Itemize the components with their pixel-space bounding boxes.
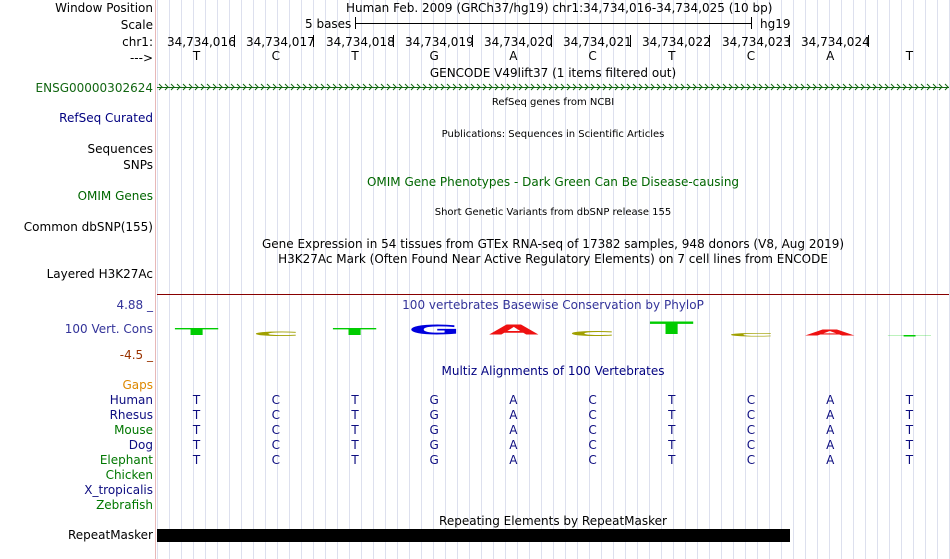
alignment-base: T [905, 423, 914, 437]
label-gencode-gene[interactable]: ENSG00000302624 [35, 81, 153, 95]
species-label-dog[interactable]: Dog [128, 438, 153, 452]
scale-text: 5 bases [305, 17, 352, 31]
ruler-coordinate: 34,734,019 [405, 35, 474, 49]
species-label-human[interactable]: Human [109, 393, 153, 407]
alignment-base: A [826, 408, 835, 422]
alignment-base: G [429, 453, 439, 467]
alignment-base: T [351, 438, 359, 452]
alignment-base: C [271, 453, 280, 467]
label-snps[interactable]: SNPs [123, 158, 153, 172]
label-vert-cons[interactable]: 100 Vert. Cons [64, 322, 153, 336]
ruler-coordinate: 34,734,023 [722, 35, 791, 49]
omim-track-title: OMIM Gene Phenotypes - Dark Green Can Be Disease-causing [366, 175, 740, 189]
alignment-base: C [271, 408, 280, 422]
alignment-base: G [429, 438, 439, 452]
alignment-base: T [351, 393, 359, 407]
sidebar-divider [155, 0, 156, 559]
phylop-track-title: 100 vertebrates Basewise Conservation by PhyloP [402, 298, 704, 312]
species-label-zebrafish[interactable]: Zebrafish [96, 498, 153, 512]
alignment-base: A [826, 393, 835, 407]
scale-bar-right-tick [751, 17, 752, 29]
label-chr: chr1: [122, 35, 153, 49]
label-sequences[interactable]: Sequences [87, 142, 153, 156]
alignment-base: G [429, 423, 439, 437]
alignment-base: C [588, 408, 597, 422]
alignment-base: A [826, 453, 835, 467]
reference-base: T [192, 49, 201, 63]
refseq-track-title: RefSeq genes from NCBI [491, 97, 615, 108]
reference-base: C [588, 49, 597, 63]
ruler-coordinate: 34,734,017 [246, 35, 315, 49]
alignment-base: T [905, 408, 914, 422]
ruler-coordinate: 34,734,018 [326, 35, 395, 49]
ruler-coordinate: 34,734,021 [563, 35, 632, 49]
alignment-base: A [826, 438, 835, 452]
alignment-base: A [826, 423, 835, 437]
label-strand-arrow: ---> [129, 51, 153, 65]
alignment-base: T [192, 393, 201, 407]
alignment-base: C [746, 393, 756, 407]
reference-base: T [668, 49, 676, 63]
label-phylop-min: -4.5 _ [119, 348, 153, 362]
reference-base: A [509, 49, 518, 63]
reference-base: T [351, 49, 359, 63]
scale-bar-left-tick [355, 17, 356, 29]
phylop-logo-letter: C [727, 333, 775, 337]
publications-track-title: Publications: Sequences in Scientific Articles [441, 129, 665, 140]
ruler-coordinate: 34,734,016 [167, 35, 236, 49]
label-repeatmasker[interactable]: RepeatMasker [67, 528, 153, 542]
reference-base: T [905, 49, 914, 63]
assembly-label: hg19 [760, 17, 791, 31]
alignment-base: T [668, 438, 676, 452]
phylop-logo-letter: T [333, 327, 377, 337]
alignment-base: T [905, 393, 914, 407]
scale-bar [355, 23, 752, 24]
reference-base: G [429, 49, 439, 63]
label-refseq-curated[interactable]: RefSeq Curated [59, 111, 153, 125]
alignment-base: C [746, 408, 756, 422]
label-common-dbsnp[interactable]: Common dbSNP(155) [23, 220, 153, 234]
alignment-base: C [588, 423, 597, 437]
alignment-base: A [509, 438, 518, 452]
species-label-x-tropicalis[interactable]: X_tropicalis [84, 483, 153, 497]
phylop-logo-letter: C [252, 331, 300, 337]
phylop-logo-letter: G [407, 324, 461, 337]
phylop-logo-letter: A [805, 329, 856, 337]
alignment-base: T [668, 453, 676, 467]
phylop-logo-letter: T [887, 335, 932, 337]
phylop-logo-letter: C [568, 330, 617, 337]
alignment-base: C [588, 453, 597, 467]
alignment-base: T [192, 408, 201, 422]
alignment-base: C [271, 423, 280, 437]
reference-base: A [826, 49, 835, 63]
alignment-base: T [905, 438, 914, 452]
alignment-base: T [192, 453, 201, 467]
reference-base: C [746, 49, 756, 63]
ruler-coordinate: 34,734,020 [484, 35, 553, 49]
strand-arrows-icon [157, 82, 949, 94]
alignment-base: T [351, 423, 359, 437]
alignment-base: A [509, 393, 518, 407]
h3k27ac-track-title: H3K27Ac Mark (Often Found Near Active Regulatory Elements) on 7 cell lines from ENCODE [278, 252, 828, 266]
gtex-track-title: Gene Expression in 54 tissues from GTEx RNA-seq of 17382 samples, 948 donors (V8, Aug 2019) [261, 237, 845, 251]
label-layered-h3k27ac[interactable]: Layered H3K27Ac [46, 267, 153, 281]
alignment-base: C [746, 423, 756, 437]
ruler-coordinate: 34,734,022 [642, 35, 711, 49]
alignment-base: T [668, 408, 676, 422]
h3k27ac-baseline [157, 294, 949, 295]
alignment-base: C [746, 438, 756, 452]
ruler-coordinate: 34,734,024 [801, 35, 870, 49]
reference-base: C [271, 49, 280, 63]
label-scale: Scale [120, 18, 153, 32]
species-label-mouse[interactable]: Mouse [114, 423, 153, 437]
repeatmasker-element[interactable] [157, 529, 790, 542]
alignment-base: G [429, 408, 439, 422]
label-window-position: Window Position [55, 1, 153, 15]
alignment-base: A [509, 453, 518, 467]
species-label-elephant[interactable]: Elephant [99, 453, 153, 467]
species-label-chicken[interactable]: Chicken [105, 468, 153, 482]
multiz-track-title: Multiz Alignments of 100 Vertebrates [441, 364, 665, 378]
alignment-base: C [746, 453, 756, 467]
alignment-base: T [668, 393, 676, 407]
label-omim-genes[interactable]: OMIM Genes [77, 189, 153, 203]
species-label-rhesus[interactable]: Rhesus [109, 408, 153, 422]
alignment-base: T [905, 453, 914, 467]
alignment-base: G [429, 393, 439, 407]
alignment-base: C [271, 438, 280, 452]
alignment-base: T [192, 438, 201, 452]
window-position-text: Human Feb. 2009 (GRCh37/hg19) chr1:34,734,016-34,734,025 (10 bp) [346, 1, 773, 15]
alignment-base: C [588, 438, 597, 452]
gencode-track-title: GENCODE V49lift37 (1 items filtered out) [429, 66, 677, 80]
phylop-logo-letter: T [649, 320, 694, 337]
label-gaps[interactable]: Gaps [122, 378, 153, 392]
alignment-base: A [509, 408, 518, 422]
alignment-base: T [668, 423, 676, 437]
alignment-base: C [588, 393, 597, 407]
alignment-base: T [351, 408, 359, 422]
alignment-base: A [509, 423, 518, 437]
label-phylop-max: 4.88 _ [116, 298, 153, 312]
phylop-logo-letter: A [488, 324, 539, 337]
repeatmasker-track-title: Repeating Elements by RepeatMasker [439, 514, 667, 528]
alignment-base: C [271, 393, 280, 407]
alignment-base: T [192, 423, 201, 437]
dbsnp-track-title: Short Genetic Variants from dbSNP release 155 [434, 207, 672, 218]
gencode-gene-feature[interactable] [157, 82, 949, 94]
phylop-logo-letter: T [174, 327, 219, 337]
alignment-base: T [351, 453, 359, 467]
